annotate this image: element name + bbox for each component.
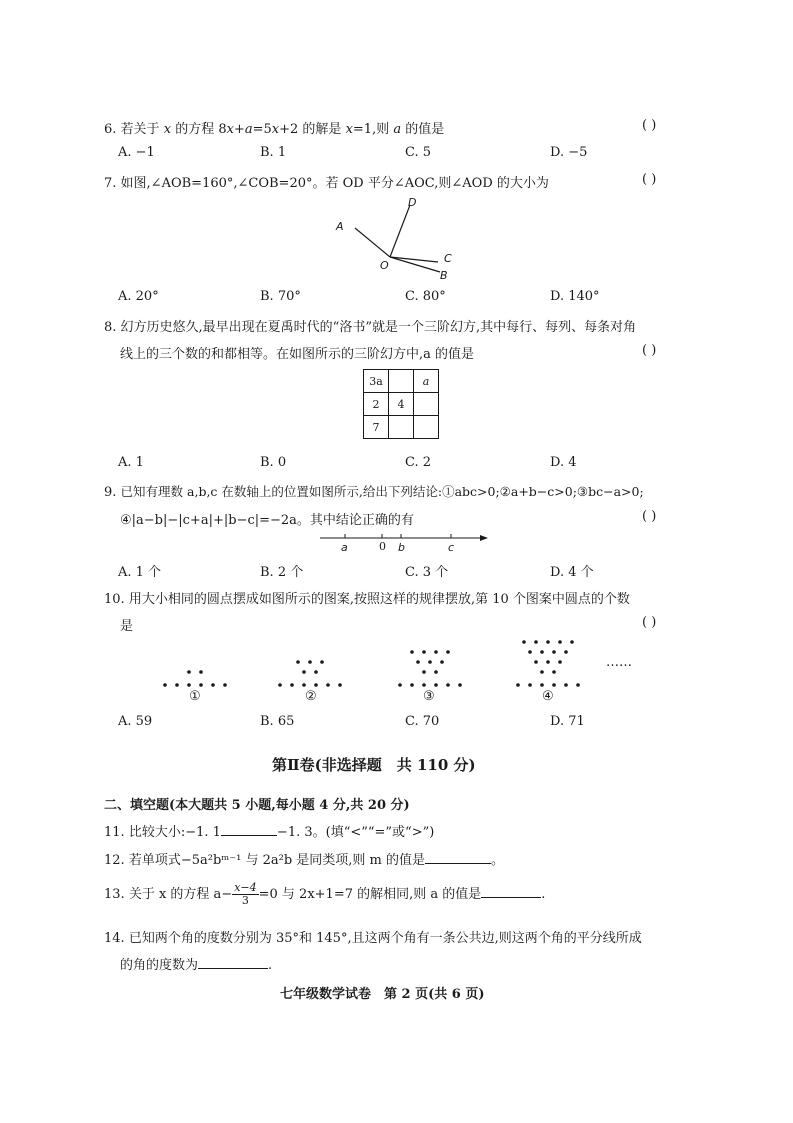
dot xyxy=(552,670,556,674)
q14-stem-line2 xyxy=(120,954,272,973)
q10-option-c[interactable]: C. 70 xyxy=(405,714,440,729)
dot xyxy=(552,650,556,654)
dot xyxy=(546,660,550,664)
dot xyxy=(540,670,544,674)
dot xyxy=(522,640,526,644)
q14-text-line2-pre: 的角的度数为 xyxy=(120,958,199,973)
q10-pattern-label-3: ③ xyxy=(423,689,435,704)
q10-option-b[interactable]: B. 65 xyxy=(260,714,295,729)
q10-pattern-1 xyxy=(163,670,227,687)
dot xyxy=(552,683,556,687)
q7-label-c: C xyxy=(444,252,452,265)
dot xyxy=(398,683,402,687)
q13-stem xyxy=(104,882,545,907)
q8-row-2 xyxy=(364,393,439,416)
dot xyxy=(546,640,550,644)
dot xyxy=(326,683,330,687)
q13-fraction-numerator: x−4 xyxy=(234,881,257,894)
q7-option-c[interactable]: C. 80° xyxy=(405,289,446,304)
dot xyxy=(428,660,432,664)
q9-label-c: c xyxy=(448,541,455,554)
q10-ellipsis: …… xyxy=(606,655,632,670)
q8-cell: a xyxy=(414,370,439,393)
q7-label-a: A xyxy=(336,220,344,233)
q7-ray-oa xyxy=(355,228,390,257)
q8-cell: 2 xyxy=(364,393,389,416)
dot xyxy=(290,683,294,687)
dot xyxy=(540,683,544,687)
q8-cell xyxy=(414,393,439,416)
dot xyxy=(308,660,312,664)
q6-eq-a: a xyxy=(244,122,253,137)
q7-ray-od xyxy=(390,205,410,257)
dot xyxy=(410,650,414,654)
q7-option-a[interactable]: A. 20° xyxy=(118,289,159,304)
q7-text: 如图,∠AOB=160°,∠COB=20°。若 OD 平分∠AOC,则∠AOD 的大小为 xyxy=(120,176,549,191)
q7-stem xyxy=(104,172,549,191)
q6-text-post: 的值是 xyxy=(405,122,445,137)
dot xyxy=(422,670,426,674)
q14-number: 14. xyxy=(104,931,125,946)
dot xyxy=(314,683,318,687)
q12-text-pre: 若单项式−5a²bᵐ⁻¹ 与 2a²b 是同类项,则 m 的值是 xyxy=(128,853,425,868)
dot xyxy=(528,650,532,654)
q9-option-b[interactable]: B. 2 个 xyxy=(260,565,304,580)
q13-text-mid: =0 与 2x+1=7 的解相同,则 a 的值是 xyxy=(258,887,482,902)
q7-number: 7. xyxy=(104,176,117,191)
q14-text-line1: 已知两个角的度数分别为 35°和 145°,且这两个角有一条公共边,则这两个角的平分线所成 xyxy=(128,931,642,946)
q8-cell: 4 xyxy=(389,393,414,416)
q10-pattern-4 xyxy=(516,640,580,687)
q10-number: 10. xyxy=(104,592,125,607)
q8-row-1 xyxy=(364,370,439,393)
q9-label-b: b xyxy=(398,541,405,554)
dot xyxy=(278,683,282,687)
q10-pattern-label-4: ④ xyxy=(542,689,554,704)
q6-eq-tail: +2 的解是 xyxy=(279,122,342,137)
q6-number: 6. xyxy=(104,122,117,137)
q11-stem xyxy=(104,821,434,840)
q10-option-d[interactable]: D. 71 xyxy=(550,714,585,729)
dot xyxy=(314,670,318,674)
q10-pattern-2 xyxy=(278,660,342,687)
q8-text-line1: 幻方历史悠久,最早出现在夏禹时代的“洛书”就是一个三阶幻方,其中每行、每列、每条对角 xyxy=(120,320,637,335)
q7-label-d: D xyxy=(408,196,417,209)
q6-eq-rest: =5 xyxy=(252,122,272,137)
q6-plus: + xyxy=(233,122,245,137)
q8-option-c[interactable]: C. 2 xyxy=(405,455,432,470)
q9-label-zero: 0 xyxy=(379,540,386,553)
q13-text-pre: 关于 x 的方程 a− xyxy=(128,887,233,902)
dot xyxy=(320,660,324,664)
q13-number: 13. xyxy=(104,887,125,902)
dot xyxy=(338,683,342,687)
q7-option-b[interactable]: B. 70° xyxy=(260,289,301,304)
dot xyxy=(187,670,191,674)
q6-sol-x: x xyxy=(345,122,353,137)
q6-var-x: x xyxy=(163,122,172,137)
q6-eq-x1: x xyxy=(226,122,234,137)
q13-text-post: . xyxy=(541,887,546,902)
dot xyxy=(187,683,191,687)
dot xyxy=(558,660,562,664)
q7-angle-figure xyxy=(330,190,470,285)
dot xyxy=(558,640,562,644)
q8-option-b[interactable]: B. 0 xyxy=(260,455,287,470)
dot xyxy=(410,683,414,687)
dot xyxy=(564,683,568,687)
dot xyxy=(422,683,426,687)
q6-ans-a: a xyxy=(393,122,402,137)
q8-cell: 7 xyxy=(364,416,389,439)
dot xyxy=(416,660,420,664)
q11-number: 11. xyxy=(104,825,125,840)
q8-number: 8. xyxy=(104,320,117,335)
q11-answer-blank[interactable] xyxy=(221,823,277,836)
q8-answer-paren[interactable]: ( ) xyxy=(642,343,657,358)
dot xyxy=(302,670,306,674)
q8-stem-line1 xyxy=(104,316,636,335)
q6-text-mid: 的方程 8 xyxy=(175,122,227,137)
q9-option-d[interactable]: D. 4 个 xyxy=(550,565,594,580)
q9-axis-arrow xyxy=(480,535,488,541)
dot xyxy=(211,683,215,687)
q10-pattern-label-2: ② xyxy=(305,689,317,704)
dot xyxy=(446,683,450,687)
q6-option-c[interactable]: C. 5 xyxy=(405,145,432,160)
q9-text-line1: 已知有理数 a,b,c 在数轴上的位置如图所示,给出下列结论:①abc>0;②a+b−c>0;③bc−a>0; xyxy=(120,484,644,499)
q10-stem-line2: 是 xyxy=(120,619,134,634)
dot xyxy=(199,683,203,687)
q6-text-pre: 若关于 xyxy=(120,122,160,137)
q13-fraction-denominator: 3 xyxy=(241,894,249,907)
q7-option-d[interactable]: D. 140° xyxy=(550,289,600,304)
q11-text-pre: 比较大小:−1. 1 xyxy=(128,825,221,840)
q8-option-d[interactable]: D. 4 xyxy=(550,455,577,470)
dot xyxy=(446,650,450,654)
dot xyxy=(223,683,227,687)
q9-stem-line1 xyxy=(104,482,644,500)
dot xyxy=(434,650,438,654)
q9-label-a: a xyxy=(341,541,348,554)
q6-stem xyxy=(104,118,444,137)
dot xyxy=(534,640,538,644)
q10-option-a[interactable]: A. 59 xyxy=(118,714,153,729)
q7-label-o: O xyxy=(380,259,389,272)
dot xyxy=(458,683,462,687)
q14-text-line2-post: . xyxy=(268,958,273,973)
section2-heading: 二、填空题(本大题共 5 小题,每小题 4 分,共 20 分) xyxy=(104,798,410,813)
q8-cell xyxy=(389,370,414,393)
q10-text-line1: 用大小相同的圆点摆成如图所示的图案,按照这样的规律摆放,第 10 个图案中圆点的个数 xyxy=(128,592,630,607)
q12-answer-blank[interactable] xyxy=(425,851,491,864)
q8-stem-line2: 线上的三个数的和都相等。在如图所示的三阶幻方中,a 的值是 xyxy=(120,347,475,362)
q10-answer-paren[interactable]: ( ) xyxy=(642,615,657,630)
q9-option-a[interactable]: A. 1 个 xyxy=(118,565,162,580)
dot xyxy=(163,683,167,687)
q6-answer-paren[interactable]: ( ) xyxy=(642,118,657,133)
q10-stem-line1 xyxy=(104,588,630,607)
dot xyxy=(440,660,444,664)
dot xyxy=(570,640,574,644)
q7-answer-paren[interactable]: ( ) xyxy=(642,172,657,187)
q8-magic-square xyxy=(363,369,439,439)
q7-label-b: B xyxy=(440,269,448,282)
dot xyxy=(302,683,306,687)
q8-cell xyxy=(389,416,414,439)
dot xyxy=(422,650,426,654)
q13-fraction xyxy=(232,882,258,907)
dot xyxy=(564,650,568,654)
dot xyxy=(175,683,179,687)
q12-number: 12. xyxy=(104,853,125,868)
dot xyxy=(528,683,532,687)
q14-answer-blank[interactable] xyxy=(198,956,268,969)
q14-stem-line1 xyxy=(104,927,642,946)
q9-number: 9. xyxy=(104,485,117,500)
dot xyxy=(434,670,438,674)
dot xyxy=(576,683,580,687)
dot xyxy=(534,660,538,664)
q12-text-post: 。 xyxy=(491,853,505,868)
q8-cell xyxy=(414,416,439,439)
q8-option-a[interactable]: A. 1 xyxy=(118,455,144,470)
q6-sol-val: =1,则 xyxy=(352,122,390,137)
q6-eq-x2: x xyxy=(271,122,280,137)
q10-dot-patterns xyxy=(140,630,660,710)
q11-text-post: −1. 3。(填“<”“=”或“>”) xyxy=(276,825,435,840)
q8-row-3 xyxy=(364,416,439,439)
q9-option-c[interactable]: C. 3 个 xyxy=(405,565,449,580)
q12-stem xyxy=(104,849,504,868)
q8-cell: 3a xyxy=(364,370,389,393)
q10-pattern-3 xyxy=(398,650,462,687)
dot xyxy=(434,683,438,687)
section2-title: 第Ⅱ卷(非选择题 共 110 分) xyxy=(272,756,476,774)
q10-pattern-label-1: ① xyxy=(189,689,201,704)
q9-stem-line2: ④|a−b|−|c+a|+|b−c|=−2a。其中结论正确的有 xyxy=(120,513,414,528)
dot xyxy=(540,650,544,654)
q6-option-a[interactable]: A. −1 xyxy=(118,145,155,160)
dot xyxy=(199,670,203,674)
q9-answer-paren[interactable]: ( ) xyxy=(642,509,657,524)
dot xyxy=(516,683,520,687)
dot xyxy=(296,660,300,664)
q13-answer-blank[interactable] xyxy=(481,885,541,898)
q6-option-d[interactable]: D. −5 xyxy=(550,145,588,160)
page-footer: 七年级数学试卷 第 2 页(共 6 页) xyxy=(280,987,485,1002)
q6-option-b[interactable]: B. 1 xyxy=(260,145,287,160)
